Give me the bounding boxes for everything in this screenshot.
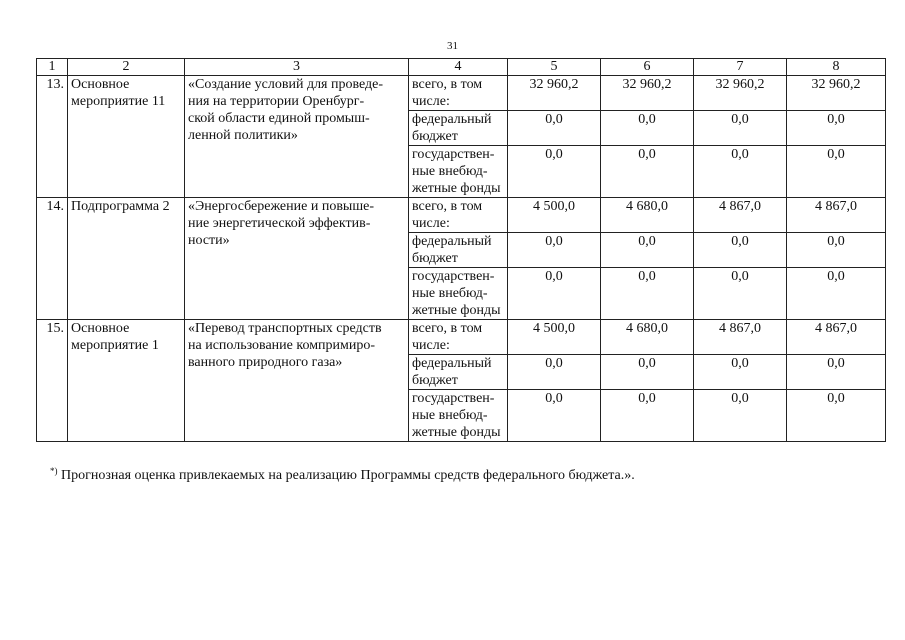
funding-source-line: числе: bbox=[412, 94, 450, 109]
funding-source-line: жетные фонды bbox=[412, 425, 501, 440]
row-number: 15. bbox=[37, 320, 68, 442]
funding-source-line: ные внебюд- bbox=[412, 408, 488, 423]
funding-source-cell bbox=[409, 320, 508, 355]
program-type-line: Подпрограмма 2 bbox=[71, 199, 170, 214]
funding-source-line: государствен- bbox=[412, 269, 495, 284]
program-type-line: Основное bbox=[71, 321, 130, 336]
header-cell: 1 bbox=[37, 59, 68, 76]
header-row bbox=[37, 59, 886, 76]
amount-cell: 0,0 bbox=[787, 355, 886, 390]
row-number: 13. bbox=[37, 76, 68, 198]
funding-source-line: федеральный bbox=[412, 112, 492, 127]
amount-cell: 4 500,0 bbox=[508, 198, 601, 233]
footnote bbox=[50, 466, 635, 484]
funding-source-line: ные внебюд- bbox=[412, 286, 488, 301]
amount-cell: 0,0 bbox=[601, 390, 694, 442]
funding-source-cell bbox=[409, 76, 508, 111]
funding-source-line: федеральный bbox=[412, 234, 492, 249]
funding-source-cell bbox=[409, 390, 508, 442]
header-cell: 8 bbox=[787, 59, 886, 76]
program-title-cell bbox=[185, 198, 409, 320]
funding-source-line: ные внебюд- bbox=[412, 164, 488, 179]
table-row bbox=[37, 320, 886, 355]
funding-source-cell bbox=[409, 355, 508, 390]
funding-source-cell bbox=[409, 233, 508, 268]
program-type-cell bbox=[68, 76, 185, 198]
amount-cell: 4 867,0 bbox=[694, 198, 787, 233]
funding-source-line: государствен- bbox=[412, 147, 495, 162]
header-cell: 6 bbox=[601, 59, 694, 76]
program-title-line: ние энергетической эффектив- bbox=[188, 216, 371, 231]
amount-cell: 0,0 bbox=[508, 233, 601, 268]
funding-source-line: бюджет bbox=[412, 129, 458, 144]
program-title-line: «Создание условий для проведе- bbox=[188, 77, 384, 92]
amount-cell: 32 960,2 bbox=[508, 76, 601, 111]
footnote-text: Прогнозная оценка привлекаемых на реализацию Программы средств федерального бюджета.». bbox=[61, 468, 635, 483]
amount-cell: 0,0 bbox=[787, 111, 886, 146]
amount-cell: 4 680,0 bbox=[601, 198, 694, 233]
amount-cell: 0,0 bbox=[601, 355, 694, 390]
program-title-line: «Энергосбережение и повыше- bbox=[188, 199, 374, 214]
row-number: 14. bbox=[37, 198, 68, 320]
funding-source-line: жетные фонды bbox=[412, 181, 501, 196]
amount-cell: 0,0 bbox=[508, 146, 601, 198]
funding-source-line: всего, в том bbox=[412, 199, 483, 214]
program-type-line: мероприятие 11 bbox=[71, 94, 166, 109]
header-cell: 4 bbox=[409, 59, 508, 76]
amount-cell: 0,0 bbox=[601, 268, 694, 320]
program-title-line: на использование компримиро- bbox=[188, 338, 376, 353]
amount-cell: 4 867,0 bbox=[787, 320, 886, 355]
funding-source-line: бюджет bbox=[412, 251, 458, 266]
amount-cell: 0,0 bbox=[787, 233, 886, 268]
amount-cell: 4 867,0 bbox=[694, 320, 787, 355]
amount-cell: 0,0 bbox=[694, 355, 787, 390]
amount-cell: 0,0 bbox=[508, 390, 601, 442]
program-title-cell bbox=[185, 76, 409, 198]
program-title-line: «Перевод транспортных средств bbox=[188, 321, 382, 336]
amount-cell: 0,0 bbox=[508, 268, 601, 320]
header-cell: 2 bbox=[68, 59, 185, 76]
amount-cell: 0,0 bbox=[787, 390, 886, 442]
funding-source-cell bbox=[409, 268, 508, 320]
amount-cell: 4 867,0 bbox=[787, 198, 886, 233]
table-row bbox=[37, 76, 886, 111]
funding-source-cell bbox=[409, 198, 508, 233]
funding-source-line: всего, в том bbox=[412, 77, 483, 92]
budget-table bbox=[36, 58, 886, 442]
funding-source-line: государствен- bbox=[412, 391, 495, 406]
funding-source-line: бюджет bbox=[412, 373, 458, 388]
program-type-cell bbox=[68, 198, 185, 320]
amount-cell: 0,0 bbox=[694, 390, 787, 442]
amount-cell: 0,0 bbox=[787, 268, 886, 320]
amount-cell: 0,0 bbox=[694, 111, 787, 146]
program-title-line: ской области единой промыш- bbox=[188, 111, 370, 126]
header-cell: 5 bbox=[508, 59, 601, 76]
amount-cell: 0,0 bbox=[508, 111, 601, 146]
amount-cell: 0,0 bbox=[601, 111, 694, 146]
program-title-cell bbox=[185, 320, 409, 442]
footnote-marker: *) bbox=[50, 466, 58, 476]
funding-source-line: числе: bbox=[412, 338, 450, 353]
funding-source-line: жетные фонды bbox=[412, 303, 501, 318]
amount-cell: 0,0 bbox=[601, 233, 694, 268]
funding-source-cell bbox=[409, 146, 508, 198]
funding-source-line: федеральный bbox=[412, 356, 492, 371]
amount-cell: 32 960,2 bbox=[694, 76, 787, 111]
funding-source-cell bbox=[409, 111, 508, 146]
funding-source-line: числе: bbox=[412, 216, 450, 231]
program-title-line: ния на территории Оренбург- bbox=[188, 94, 365, 109]
funding-source-line: всего, в том bbox=[412, 321, 483, 336]
amount-cell: 32 960,2 bbox=[787, 76, 886, 111]
program-title-line: ленной политики» bbox=[188, 128, 298, 143]
amount-cell: 4 500,0 bbox=[508, 320, 601, 355]
amount-cell: 0,0 bbox=[508, 355, 601, 390]
program-type-line: мероприятие 1 bbox=[71, 338, 159, 353]
amount-cell: 0,0 bbox=[694, 146, 787, 198]
table-row bbox=[37, 198, 886, 233]
page-number: 31 bbox=[447, 40, 458, 52]
program-title-line: ванного природного газа» bbox=[188, 355, 343, 370]
amount-cell: 0,0 bbox=[787, 146, 886, 198]
program-type-cell bbox=[68, 320, 185, 442]
amount-cell: 32 960,2 bbox=[601, 76, 694, 111]
header-cell: 7 bbox=[694, 59, 787, 76]
amount-cell: 0,0 bbox=[694, 268, 787, 320]
program-title-line: ности» bbox=[188, 233, 230, 248]
program-type-line: Основное bbox=[71, 77, 130, 92]
amount-cell: 4 680,0 bbox=[601, 320, 694, 355]
amount-cell: 0,0 bbox=[694, 233, 787, 268]
header-cell: 3 bbox=[185, 59, 409, 76]
amount-cell: 0,0 bbox=[601, 146, 694, 198]
